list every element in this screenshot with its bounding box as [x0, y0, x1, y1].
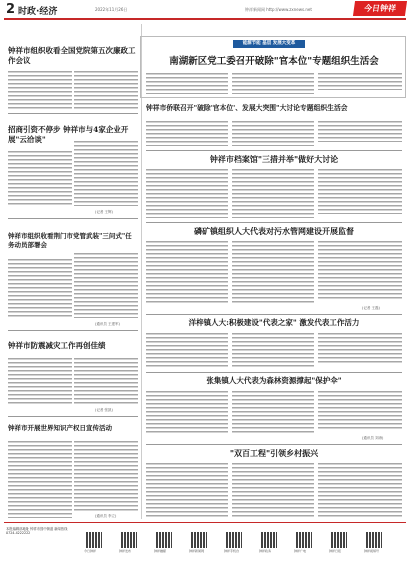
- page-number: 2: [6, 2, 16, 17]
- header-rule: [4, 18, 406, 20]
- column-divider: [141, 24, 142, 519]
- lead-article-body-3: [318, 72, 402, 90]
- left-article-5-title: 钟祥市开展世界知识产权日宣传活动: [8, 424, 112, 432]
- article-6-body-3: [318, 390, 402, 430]
- divider: [146, 372, 402, 373]
- article-4-body-2: [232, 240, 314, 304]
- qr-label: 钟祥政务: [259, 549, 272, 553]
- footer-rule: [4, 522, 406, 523]
- qr-code-icon[interactable]: [156, 532, 172, 548]
- article-6-body: [146, 390, 228, 434]
- article-4-body-3: [318, 240, 402, 300]
- qr-label: 钟祥手机台: [224, 549, 240, 553]
- left-article-3-body: [8, 258, 72, 318]
- qr-code-icon[interactable]: [366, 532, 382, 548]
- left-article-1-body: [8, 70, 72, 110]
- qr-label: 钟祥发布: [119, 549, 132, 553]
- divider: [8, 218, 138, 219]
- divider: [8, 416, 138, 417]
- qr-code-icon[interactable]: [191, 532, 207, 548]
- left-article-5-body: [8, 440, 72, 518]
- left-article-4-body: [8, 357, 72, 405]
- divider: [146, 150, 402, 151]
- byline: (记者 王磊): [362, 306, 380, 310]
- qr-label: 钟祥日报: [329, 549, 342, 553]
- article-3-body-2: [232, 168, 314, 218]
- byline: (记者 张凯): [95, 408, 113, 412]
- left-article-5-body-2: [74, 440, 138, 512]
- left-article-4-body-2: [74, 357, 138, 405]
- qr-label: 今日钟祥: [84, 549, 97, 553]
- qr-code-icon[interactable]: [86, 532, 102, 548]
- divider: [146, 222, 402, 223]
- left-article-2-body-2: [74, 140, 138, 206]
- website: 钟祥新闻网 http://www.zxnews.net: [245, 7, 312, 12]
- article-3-body: [146, 168, 228, 218]
- article-7-title: "双百工程"引领乡村振兴: [229, 448, 319, 458]
- divider: [146, 314, 402, 315]
- left-article-1-body-2: [74, 70, 138, 110]
- qr-code-icon[interactable]: [226, 532, 242, 548]
- left-article-2-title: 招商引资不停步 钟祥市与4家企业开展"云洽谈": [8, 125, 129, 144]
- article-7-body-2: [232, 462, 314, 518]
- article-3-title: 钟祥市档案馆"三措并举"做好大讨论: [209, 154, 339, 164]
- lead-article-title: 南湖新区党工委召开破除"官本位"专题组织生活会: [169, 56, 379, 67]
- article-2-body-2: [232, 120, 314, 146]
- article-2-title: 钟祥市侨联召开"破除'官本位'、发展大突围"大讨论专题组织生活会: [146, 104, 348, 112]
- kicker-label: 能源节能 基层 发展大变革: [233, 40, 305, 48]
- article-2-body-3: [318, 120, 402, 142]
- article-3-body-3: [318, 168, 402, 214]
- issue-date: 2022年11月26日: [95, 7, 128, 12]
- article-7-body-3: [318, 462, 402, 518]
- byline: (记者 王辉): [95, 210, 113, 214]
- left-article-1-title: 钟祥市组织收看全国党院第五次廉政工作会议: [8, 46, 136, 65]
- article-6-title: 张集镇人大代表为森林资源撑起"保护伞": [206, 376, 342, 385]
- byline: (通讯员 李立): [95, 514, 117, 518]
- article-5-body-3: [318, 332, 402, 364]
- lead-article-body-2: [232, 72, 314, 94]
- divider: [146, 444, 402, 445]
- article-4-title: 磷矿镇组织人大代表对污水管网建设开展监督: [194, 226, 354, 236]
- article-7-body: [146, 462, 228, 518]
- article-4-body: [146, 240, 228, 304]
- qr-label: 钟祥新闻网: [189, 549, 205, 553]
- article-2-body: [146, 120, 228, 146]
- qr-label: 钟祥广电: [294, 549, 307, 553]
- left-article-2-body: [8, 150, 72, 206]
- lead-article-body: [146, 72, 228, 94]
- qr-code-icon[interactable]: [121, 532, 137, 548]
- article-6-body-2: [232, 390, 314, 434]
- divider: [8, 113, 138, 114]
- qr-label: 钟祥视频号: [364, 549, 380, 553]
- divider: [8, 330, 138, 331]
- left-article-3-title: 钟祥市组织收看荆门市党管武装"三问式"任务动员部署会: [8, 232, 132, 249]
- masthead-logo: 今日钟祥: [353, 1, 407, 16]
- qr-code-icon[interactable]: [296, 532, 312, 548]
- article-5-body-2: [232, 332, 314, 368]
- footer-note: 本报编辑部地址 钟祥市郢中街道 新闻热线 0724-4222222: [6, 527, 68, 536]
- left-article-4-title: 钟祥市防震减灾工作再创佳绩: [8, 341, 106, 350]
- article-5-title: 洋梓镇人大:积极建设"代表之家" 激发代表工作活力: [188, 318, 360, 327]
- qr-label: 钟祥融媒: [154, 549, 167, 553]
- byline: (通讯员 王建军): [95, 322, 120, 326]
- page-header: [0, 0, 410, 18]
- qr-code-icon[interactable]: [261, 532, 277, 548]
- byline: (通讯员 刘涛): [362, 436, 384, 440]
- qr-code-icon[interactable]: [331, 532, 347, 548]
- article-5-body: [146, 332, 228, 368]
- section-title: 时政·经济: [18, 7, 58, 17]
- left-article-3-body-2: [74, 252, 138, 318]
